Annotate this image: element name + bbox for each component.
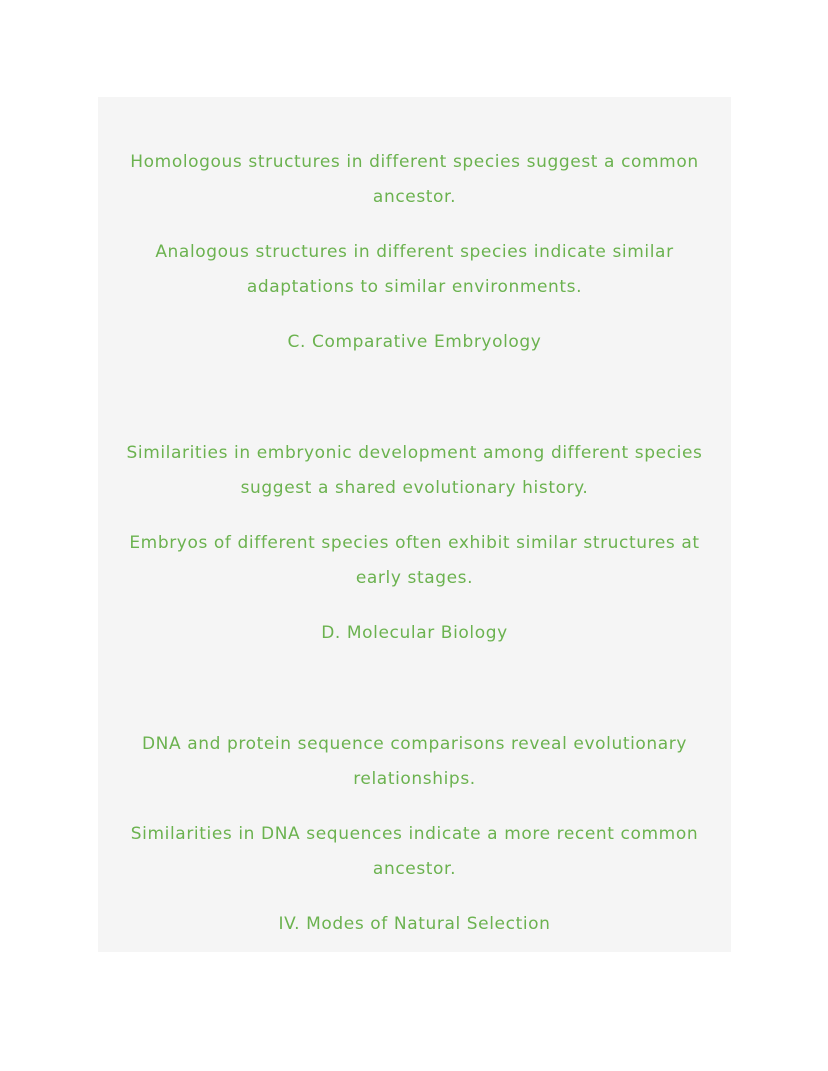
paragraph-embryos-line-1: Embryos of different species often exhibit similar structures at [129, 533, 700, 553]
paragraph-homologous-line-1: Homologous structures in different species suggest a common [130, 152, 699, 172]
paragraph-embryos-line-2: early stages. [355, 568, 474, 588]
paragraph-dna-sequences-line-1: Similarities in DNA sequences indicate a more recent common [130, 824, 699, 844]
paragraph-dna-protein-line-2: relationships. [353, 769, 476, 789]
heading-molecular-biology: D. Molecular Biology [321, 623, 508, 643]
heading-modes-natural-selection: IV. Modes of Natural Selection [278, 914, 551, 934]
paragraph-embryonic-line-2: suggest a shared evolutionary history. [240, 478, 589, 498]
paragraph-dna-sequences-line-2: ancestor. [372, 859, 457, 879]
heading-comparative-embryology: C. Comparative Embryology [287, 332, 542, 352]
paragraph-analogous-line-1: Analogous structures in different species indicate similar [155, 242, 674, 262]
paragraph-dna-protein-line-1: DNA and protein sequence comparisons reveal evolutionary [141, 734, 688, 754]
document-panel [98, 97, 731, 952]
paragraph-analogous-line-2: adaptations to similar environments. [246, 277, 583, 297]
paragraph-embryonic-line-1: Similarities in embryonic development among different species [126, 443, 703, 463]
paragraph-homologous-line-2: ancestor. [372, 187, 457, 207]
